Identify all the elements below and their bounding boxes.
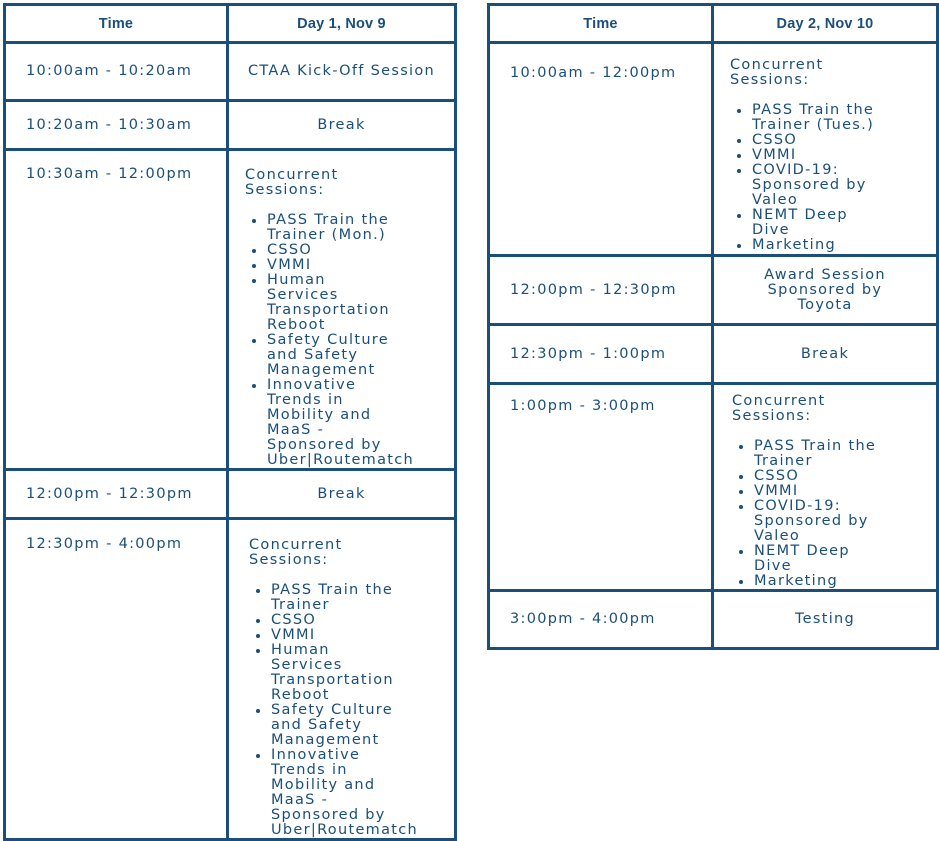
day1-row-4-time-cell [5, 470, 228, 519]
session-list-item: CSSO [752, 133, 880, 148]
day2-row-1-session-list [730, 103, 880, 253]
session-list-item: Human Services Transportation Reboot [267, 273, 395, 333]
day1-row-4-event: Break [317, 485, 366, 502]
session-list-item: COVID-19: Sponsored by Valeo [752, 163, 880, 208]
session-list-item: NEMT Deep Dive [754, 544, 882, 574]
day2-row-1-sessions-heading: Concurrent Sessions: [730, 57, 824, 88]
session-list-item: PASS Train the Trainer (Mon.) [267, 213, 395, 243]
day2-row-1-time: 10:00am - 12:00pm [510, 65, 677, 81]
day2-row-4-session-list [732, 439, 882, 589]
day1-row-1 [5, 43, 456, 101]
session-list-item: CSSO [267, 243, 395, 258]
day1-header-row [5, 5, 456, 43]
session-list-item: Human Services Transportation Reboot [271, 643, 399, 703]
day1-row-2-event: Break [317, 116, 366, 133]
day1-row-2 [5, 101, 456, 150]
day2-row-4-sessions-cell [713, 384, 938, 591]
day2-row-4-time-cell [489, 384, 713, 591]
day2-row-3-event-cell [713, 325, 938, 384]
day2-schedule-table [487, 3, 939, 650]
session-list-item: CSSO [271, 613, 399, 628]
day2-row-3-time: 12:30pm - 1:00pm [510, 345, 667, 362]
day2-row-1-time-cell [489, 43, 713, 256]
day2-row-2 [489, 256, 938, 325]
day2-row-5-event: Testing [794, 611, 856, 627]
day2-header-row [489, 5, 938, 43]
day1-row-5-time-cell [5, 519, 228, 840]
day1-row-3-sessions-heading: Concurrent Sessions: [245, 167, 339, 198]
session-list-item: NEMT Deep Dive [752, 208, 880, 238]
day2-row-4-sessions-heading: Concurrent Sessions: [732, 393, 826, 424]
day2-row-3-event: Break [800, 345, 850, 362]
session-list-item: Safety Culture and Safety Management [271, 703, 399, 748]
day2-row-2-event: Award Session Sponsored by Toyota [764, 266, 886, 313]
day1-row-4-event-cell [228, 470, 456, 519]
session-list-item: PASS Train the Trainer [271, 583, 399, 613]
day1-time-header: Time [5, 5, 228, 43]
day2-row-4-time: 1:00pm - 3:00pm [510, 398, 656, 414]
day2-row-5-time-cell [489, 591, 713, 649]
day1-row-2-time: 10:20am - 10:30am [26, 116, 193, 133]
session-list-item: Safety Culture and Safety Management [267, 333, 395, 378]
day1-row-1-time: 10:00am - 10:20am [26, 63, 193, 79]
day1-row-1-time-cell [5, 43, 228, 101]
day2-row-4 [489, 384, 938, 591]
session-list-item: VMMI [271, 628, 399, 643]
day1-row-5-sessions-heading: Concurrent Sessions: [249, 537, 343, 568]
session-list-item: COVID-19: Sponsored by Valeo [754, 499, 882, 544]
day1-row-5-session-list [249, 582, 419, 838]
day2-row-2-time: 12:00pm - 12:30pm [510, 281, 677, 298]
day2-row-5 [489, 591, 938, 649]
day2-row-1 [489, 43, 938, 256]
day2-row-3-time-cell [489, 325, 713, 384]
day1-row-5 [5, 519, 456, 840]
session-list-item: VMMI [267, 258, 395, 273]
session-list-item: Innovative Trends in Mobility and MaaS - Sponsored by Uber|Routematch [267, 377, 415, 468]
day1-row-4 [5, 470, 456, 519]
day1-row-2-time-cell [5, 101, 228, 150]
day2-row-1-sessions-cell [713, 43, 938, 256]
day2-row-5-time: 3:00pm - 4:00pm [510, 611, 656, 627]
day2-row-5-event-cell [713, 591, 938, 649]
day1-row-5-time: 12:30pm - 4:00pm [26, 536, 183, 552]
day1-row-3-time-cell [5, 150, 228, 470]
day1-schedule-table [3, 3, 457, 841]
day1-row-3 [5, 150, 456, 470]
day1-row-2-event-cell [228, 101, 456, 150]
session-list-item: PASS Train the Trainer (Tues.) [752, 103, 880, 133]
day1-row-3-session-list [245, 212, 415, 468]
session-list-item: Marketing [752, 238, 880, 253]
day2-row-3 [489, 325, 938, 384]
day1-row-3-sessions-cell [228, 150, 456, 470]
day1-day-header: Day 1, Nov 9 [228, 5, 456, 43]
day2-row-2-time-cell [489, 256, 713, 325]
day1-row-1-event: CTAA Kick-Off Session [247, 63, 436, 79]
day2-row-2-event-cell [713, 256, 938, 325]
session-list-item: VMMI [752, 148, 880, 163]
day1-row-5-sessions-cell [228, 519, 456, 840]
day1-row-3-time: 10:30am - 12:00pm [26, 166, 193, 182]
session-list-item: CSSO [754, 469, 882, 484]
session-list-item: Marketing [754, 574, 882, 589]
day1-row-4-time: 12:00pm - 12:30pm [26, 485, 193, 502]
session-list-item: PASS Train the Trainer [754, 439, 882, 469]
session-list-item: Innovative Trends in Mobility and MaaS - Sponsored by Uber|Routematch [271, 747, 419, 838]
session-list-item: VMMI [754, 484, 882, 499]
day2-time-header: Time [489, 5, 713, 43]
day2-day-header: Day 2, Nov 10 [713, 5, 938, 43]
day1-row-1-event-cell [228, 43, 456, 101]
